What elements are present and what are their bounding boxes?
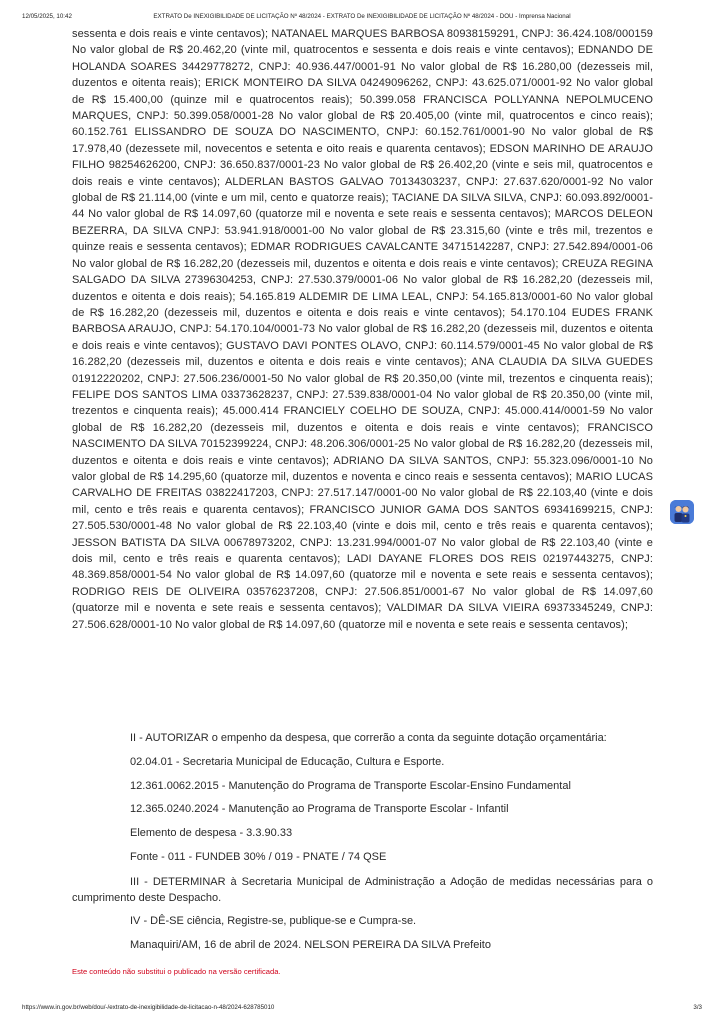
print-datetime: 12/05/2025, 10:42 [22,13,72,20]
paragraph-fonte: Fonte - 011 - FUNDEB 30% / 019 - PNATE / 74 QSE [130,851,387,863]
paragraph-signature: Manaquiri/AM, 16 de abril de 2024. NELSON PEREIRA DA SILVA Prefeito [130,939,491,951]
disclaimer-text: Este conteúdo não substitui o publicado na versão certificada. [72,967,281,976]
paragraph-program-fundamental: 12.361.0062.2015 - Manutenção do Programa de Transporte Escolar-Ensino Fundamental [130,780,571,792]
paragraph-autorizar: II - AUTORIZAR o empenho da despesa, que correrão a conta da seguinte dotação orçamentária: [130,732,607,744]
paragraph-determinar: III - DETERMINAR à Secretaria Municipal de Administração a Adoção de medidas necessárias para o cumprimento deste Despacho. [72,876,653,904]
paragraph-secretaria: 02.04.01 - Secretaria Municipal de Educação, Cultura e Esporte. [130,756,445,768]
people-icon-graphic [670,500,694,524]
print-page-number: 3/3 [693,1004,702,1011]
paragraph-program-infantil: 12.365.0240.2024 - Manutenção ao Programa de Transporte Escolar - Infantil [130,803,509,815]
print-title: EXTRATO De INEXIGIBILIDADE DE LICITAÇÃO Nº 48/2024 - EXTRATO De INEXIGIBILIDADE DE LICITAÇÃO Nº 48/2024 - DOU - Imprensa Nacional [153,13,571,20]
paragraph-elemento-despesa: Elemento de despesa - 3.3.90.33 [130,827,293,839]
print-footer [22,1002,702,1014]
people-icon[interactable] [670,500,694,524]
print-header [22,11,702,23]
paragraph-ciencia: IV - DÊ-SE ciência, Registre-se, publique-se e Cumpra-se. [130,915,417,927]
print-url: https://www.in.gov.br/web/dou/-/extrato-de-inexigibilidade-de-licitacao-n-48/2024-628785010 [22,1004,275,1011]
document-body-text: sessenta e dois reais e vinte centavos); NATANAEL MARQUES BARBOSA 80938159291, CNPJ: 36.424.108/000159 No valor global de R$ 20.462,20 (vinte mil, quatrocentos e sessenta e dois reais e vinte centavos); EDNANDO DE HOLANDA SOARES 34429778272, CNPJ: 40.936.447/0001-91 No valor global de R$ 16.280,00 (dezesseis mil, duzentos e oitenta reais); ERICK MONTEIRO DA SILVA 04249096262, CNPJ: 43.625.071/0001-92 No valor global de R$ 15.400,00 (quinze mil e quatrocentos reais); 50.399.058 FRANCISCA POLLYANNA NEPOLMUCENO MARQUES, CNPJ: 50.399.058/0001-28 No valor global de R$ 20.405,00 (vinte mil, quatrocentos e cinco reais); 60.152.761 ELISSANDRO DE SOUZA DO NASCIMENTO, CNPJ: 60.152.761/0001-90 No valor global de R$ 17.978,40 (dezessete mil, novecentos e setenta e oito reais e quarenta centavos); EDSON MARINHO DE ARAUJO FILHO 98254626200, CNPJ: 36.650.837/0001-23 No valor global de R$ 26.402,20 (vinte e seis mil, quatrocentos e dois reais e vinte centavos); ALDERLAN BASTOS GALVAO 70134303237, CNPJ: 27.637.620/0001-92 No valor global de R$ 21.114,00 (vinte e um mil, cento e quatorze reais); TACIANE DA SILVA SILVA, CNPJ: 60.093.892/0001-44 No valor global de R$ 14.097,60 (quatorze mil e noventa e sete reais e sessenta centavos); MARCOS DELEON BEZERRA, DA SILVA CNPJ: 53.941.918/0001-00 No valor global de R$ 23.315,60 (vinte e três mil, trezentos e quinze reais e sessenta centavos); EDMAR RODRIGUES CAVALCANTE 34715142287, CNPJ: 27.542.894/0001-06 No valor global de R$ 16.282,20 (dezesseis mil, duzentos e oitenta e dois reais e vinte centavos); CREUZA REGINA SALGADO DA SILVA 27396304253, CNPJ: 27.530.379/0001-06 No valor global de R$ 16.282,20 (dezesseis mil, duzentos e oitenta e dois reais); 54.165.819 ALDEMIR DE LIMA LEAL, CNPJ: 54.165.813/0001-60 No valor global de R$ 16.282,20 (dezesseis mil, duzentos e oitenta e dois reais e vinte centavos); 54.170.104 EUDES FRANK BARBOSA ARAUJO, CNPJ: 54.170.104/0001-73 No valor global de R$ 16.282,20 (dezesseis mil, duzentos e oitenta e dois reais e vinte centavos); GUSTAVO DAVI PONTES OLAVO, CNPJ: 60.114.579/0001-45 No valor global de R$ 16.282,20 (dezesseis mil, duzentos e oitenta e dois reais e vinte centavos); ANA CLAUDIA DA SILVA GUEDES 01912220202, CNPJ: 27.506.236/0001-50 No valor global de R$ 20.350,00 (vinte mil, trezentos e cinquenta reais); FELIPE DOS SANTOS LIMA 03373628237, CNPJ: 27.539.838/0001-04 No valor global de R$ 20.350,00 (vinte mil, trezentos e cinquenta reais); 45.000.414 FRANCIELY COELHO DE SOUZA, CNPJ: 45.000.414/0001-59 No valor global de R$ 16.282,20 (dezesseis mil, duzentos e oitenta e dois reais e vinte centavos); FRANCISCO NASCIMENTO DA SILVA 70152399224, CNPJ: 48.206.306/0001-25 No valor global de R$ 16.282,20 (dezesseis mil, duzentos e oitenta e dois reais e vinte centavos); ADRIANO DA SILVA SANTOS, CNPJ: 55.323.096/0001-10 No valor global de R$ 14.295,60 (quatorze mil, duzentos e noventa e cinco reais e sessenta centavos); MARIO LUCAS CARVALHO DE FREITAS 03822417203, CNPJ: 27.517.147/0001-00 No valor global de R$ 22.103,40 (vinte e dois mil, cento e três reais e quarenta centavos); FRANCISCO JUNIOR GAMA DOS SANTOS 69341699215, CNPJ: 27.505.530/0001-48 No valor global de R$ 22.103,40 (vinte e dois mil, cento e três reais e quarenta centavos); JESSON BATISTA DA SILVA 00678973202, CNPJ: 13.231.994/0001-07 No valor global de R$ 22.103,40 (vinte e dois mil, cento e três reais e quarenta centavos); LADI DAYANE FLORES DOS REIS 02197443275, CNPJ: 48.369.858/0001-54 No valor global de R$ 14.097,60 (quatorze mil e noventa e sete reais e sessenta centavos); RODRIGO REIS DE OLIVEIRA 03576237208, CNPJ: 27.506.851/0001-67 No valor global de R$ 14.097,60 (quatorze mil e noventa e sete reais e sessenta centavos); VALDIMAR DA SILVA VIEIRA 69373345249, CNPJ: 27.506.628/0001-10 No valor global de R$ 14.097,60 (quatorze mil e noventa e sete reais e sessenta centavos); [72,28,653,631]
